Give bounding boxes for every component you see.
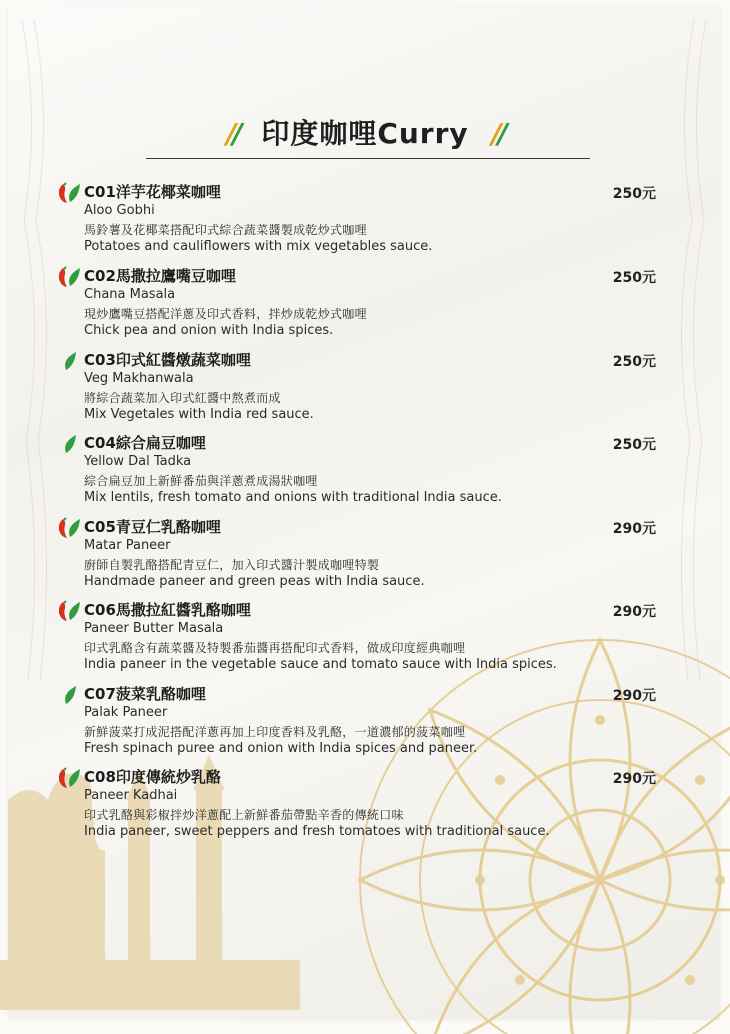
title-underline bbox=[146, 158, 590, 159]
item-english-description: India paneer in the vegetable sauce and tomato sauce with India spices. bbox=[84, 657, 557, 672]
item-price: 290元 bbox=[612, 604, 656, 620]
item-name: C02馬撒拉鷹嘴豆咖哩 bbox=[84, 267, 236, 285]
item-name: C05青豆仁乳酪咖哩 bbox=[84, 518, 221, 536]
chili-leaf-icon bbox=[54, 517, 82, 539]
item-price: 250元 bbox=[612, 186, 656, 202]
menu-item bbox=[54, 767, 674, 847]
menu-item bbox=[54, 600, 674, 680]
menu-header bbox=[0, 112, 730, 162]
item-english-name: Paneer Kadhai bbox=[84, 788, 178, 803]
chili-leaf-icon bbox=[54, 266, 82, 288]
title-left-slashes: // bbox=[226, 117, 239, 150]
item-chinese-description: 現炒鷹嘴豆搭配洋蔥及印式香料，拌炒成乾炒式咖哩 bbox=[84, 307, 367, 321]
item-price: 290元 bbox=[612, 521, 656, 537]
item-english-description: Chick pea and onion with India spices. bbox=[84, 323, 334, 338]
item-english-name: Veg Makhanwala bbox=[84, 371, 194, 386]
item-price: 250元 bbox=[612, 354, 656, 370]
item-english-description: Mix lentils, fresh tomato and onions with traditional India sauce. bbox=[84, 490, 502, 505]
item-name: C08印度傳統炒乳酪 bbox=[84, 768, 221, 786]
item-english-description: Handmade paneer and green peas with India sauce. bbox=[84, 574, 425, 589]
chili-leaf-icon bbox=[54, 767, 82, 789]
menu-item bbox=[54, 266, 674, 346]
menu-title-row bbox=[0, 112, 730, 152]
leaf-icon bbox=[54, 684, 82, 706]
leaf-icon bbox=[54, 350, 82, 372]
title-right-slashes: // bbox=[491, 117, 504, 150]
item-english-name: Yellow Dal Tadka bbox=[84, 454, 192, 469]
item-name: C01洋芋花椰菜咖哩 bbox=[84, 183, 221, 201]
item-english-name: Paneer Butter Masala bbox=[84, 621, 224, 636]
item-english-name: Aloo Gobhi bbox=[84, 203, 155, 218]
item-chinese-description: 印式乳酪含有蔬菜醬及特製番茄醬再搭配印式香料，做成印度經典咖哩 bbox=[84, 641, 466, 655]
leaf-icon bbox=[54, 433, 82, 455]
item-english-description: India paneer, sweet peppers and fresh tomatoes with traditional sauce. bbox=[84, 824, 550, 839]
item-english-name: Matar Paneer bbox=[84, 538, 171, 553]
item-name: C04綜合扁豆咖哩 bbox=[84, 434, 206, 452]
item-chinese-description: 印式乳酪與彩椒拌炒洋蔥配上新鮮番茄帶點辛香的傳統口味 bbox=[84, 808, 404, 822]
item-chinese-description: 馬鈴薯及花椰菜搭配印式綜合蔬菜醬製成乾炒式咖哩 bbox=[84, 223, 367, 237]
menu-item bbox=[54, 684, 674, 764]
item-english-name: Palak Paneer bbox=[84, 705, 168, 720]
item-price: 250元 bbox=[612, 437, 656, 453]
item-english-description: Potatoes and cauliflowers with mix vegetables sauce. bbox=[84, 239, 433, 254]
item-name: C03印式紅醬燉蔬菜咖哩 bbox=[84, 351, 251, 369]
item-english-description: Fresh spinach puree and onion with India spices and paneer. bbox=[84, 741, 478, 756]
item-price: 290元 bbox=[612, 771, 656, 787]
menu-item bbox=[54, 433, 674, 513]
item-price: 250元 bbox=[612, 270, 656, 286]
menu-item bbox=[54, 350, 674, 430]
item-english-description: Mix Vegetales with India red sauce. bbox=[84, 407, 314, 422]
item-chinese-description: 廚師自製乳酪搭配青豆仁，加入印式醬汁製成咖哩特製 bbox=[84, 558, 380, 572]
chili-leaf-icon bbox=[54, 600, 82, 622]
item-english-name: Chana Masala bbox=[84, 287, 176, 302]
item-chinese-description: 新鮮菠菜打成泥搭配洋蔥再加上印度香料及乳酪，一道濃郁的菠菜咖哩 bbox=[84, 725, 466, 739]
menu-item bbox=[54, 517, 674, 597]
item-chinese-description: 綜合扁豆加上新鮮番茄與洋蔥煮成湯狀咖哩 bbox=[84, 474, 318, 488]
item-price: 290元 bbox=[612, 688, 656, 704]
item-name: C06馬撒拉紅醬乳酪咖哩 bbox=[84, 601, 251, 619]
menu-item bbox=[54, 182, 674, 262]
item-name: C07菠菜乳酪咖哩 bbox=[84, 685, 206, 703]
chili-leaf-icon bbox=[54, 182, 82, 204]
item-chinese-description: 將綜合蔬菜加入印式紅醬中熬煮而成 bbox=[84, 391, 281, 405]
menu-title: 印度咖哩Curry bbox=[261, 117, 469, 150]
